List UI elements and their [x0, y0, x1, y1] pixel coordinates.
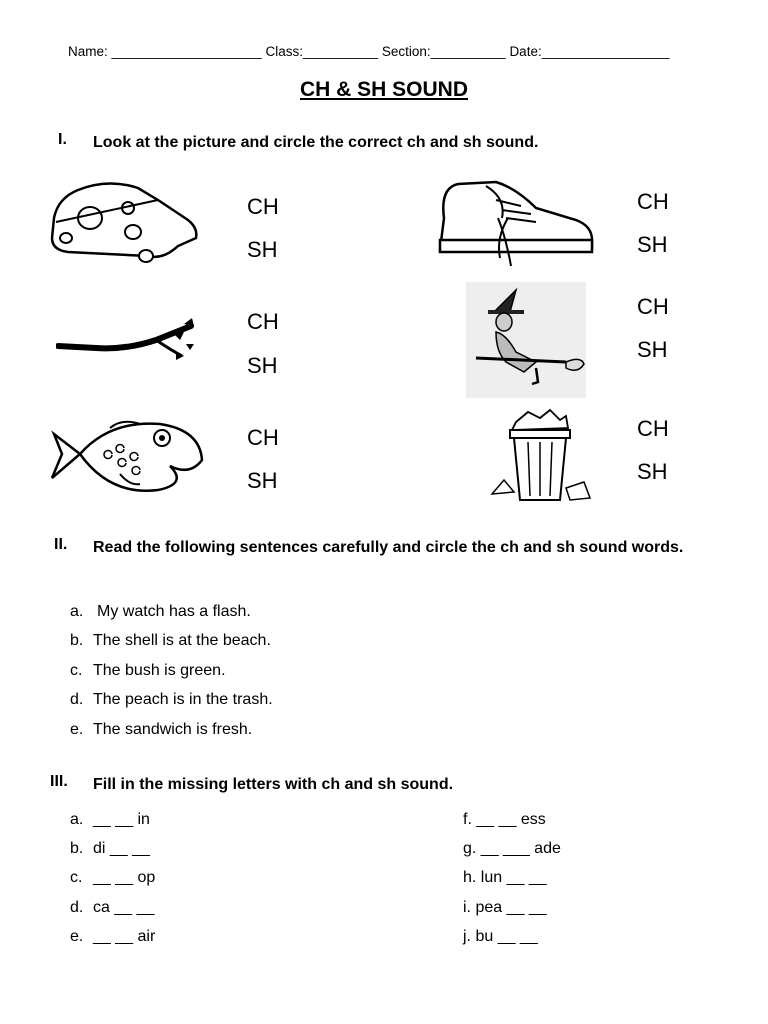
page-title: CH & SH SOUND [299, 78, 468, 101]
class-field[interactable]: __________ [302, 44, 382, 59]
cheese-option-sh[interactable]: SH [247, 237, 278, 262]
sentence-letter: e. [70, 721, 84, 738]
section-2-number: II. [54, 536, 68, 553]
fish-option-sh[interactable]: SH [247, 468, 278, 493]
witch-option-ch[interactable]: CH [637, 294, 669, 319]
trash-option-sh[interactable]: SH [637, 459, 668, 484]
fill-item[interactable]: f. __ __ ess [463, 811, 546, 828]
fish-icon [50, 414, 206, 498]
section-2-instruction: Read the following sentences carefully and circle the ch and sh sound words. [93, 539, 684, 556]
fill-item[interactable]: __ __ air [93, 928, 156, 945]
date-label: Date: [509, 44, 542, 59]
fill-item[interactable]: __ __ in [93, 811, 150, 828]
fill-letter: b. [70, 840, 84, 857]
cheese-option-ch[interactable]: CH [247, 194, 279, 219]
date-field[interactable]: _________________ [541, 44, 670, 59]
shoe-icon [436, 178, 596, 270]
branch-option-sh[interactable]: SH [247, 353, 278, 378]
witch-icon [466, 282, 586, 398]
section-1-instruction: Look at the picture and circle the correct ch and sh sound. [93, 134, 539, 151]
section-1-number: I. [58, 131, 67, 148]
section-label: Section: [381, 44, 431, 59]
sentence-item[interactable]: The peach is in the trash. [93, 691, 273, 708]
sentence-letter: a. [70, 603, 84, 620]
fill-item[interactable]: g. __ ___ ade [463, 840, 561, 857]
section-3-number: III. [50, 773, 68, 790]
sentence-item[interactable]: The bush is green. [93, 662, 226, 679]
shoe-option-ch[interactable]: CH [637, 189, 669, 214]
witch-option-sh[interactable]: SH [637, 337, 668, 362]
branch-icon [56, 316, 201, 366]
name-field[interactable]: ____________________ [111, 44, 266, 59]
fill-item[interactable]: di __ __ [93, 840, 150, 857]
trash-option-ch[interactable]: CH [637, 416, 669, 441]
section-field[interactable]: __________ [430, 44, 510, 59]
sentence-item[interactable]: My watch has a flash. [97, 603, 251, 620]
cheese-icon [48, 180, 203, 270]
fill-item[interactable]: ca __ __ [93, 899, 155, 916]
name-label: Name: [68, 44, 108, 59]
branch-option-ch[interactable]: CH [247, 309, 279, 334]
fill-item[interactable]: __ __ op [93, 869, 156, 886]
fill-item[interactable]: j. bu __ __ [463, 928, 538, 945]
fill-item[interactable]: i. pea __ __ [463, 899, 547, 916]
fill-letter: a. [70, 811, 84, 828]
fill-letter: e. [70, 928, 84, 945]
fill-letter: d. [70, 899, 84, 916]
student-info-line [68, 44, 669, 59]
shoe-option-sh[interactable]: SH [637, 232, 668, 257]
fish-option-ch[interactable]: CH [247, 425, 279, 450]
class-label: Class: [265, 44, 303, 59]
section-3-instruction: Fill in the missing letters with ch and sh sound. [93, 776, 454, 793]
fill-letter: c. [70, 869, 83, 886]
sentence-letter: d. [70, 691, 84, 708]
trash-can-icon [488, 408, 594, 506]
fill-item[interactable]: h. lun __ __ [463, 869, 547, 886]
sentence-item[interactable]: The shell is at the beach. [93, 632, 271, 649]
sentence-letter: c. [70, 662, 83, 679]
sentence-item[interactable]: The sandwich is fresh. [93, 721, 253, 738]
sentence-letter: b. [70, 632, 84, 649]
